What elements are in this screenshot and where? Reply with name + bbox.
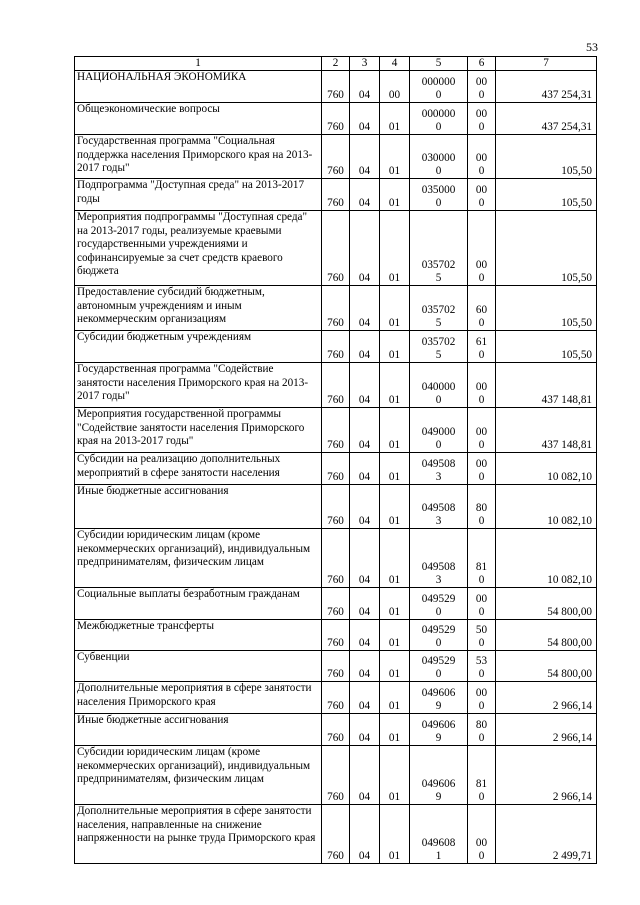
row-name: Мероприятия подпрограммы "Доступная среда" на 2013-2017 годы, реализуемые краевыми государственными учреждениями и софинансируемые за счет средств краевого бюджета bbox=[75, 211, 322, 286]
row-name: Социальные выплаты безработным гражданам bbox=[75, 588, 322, 620]
header-cell: 3 bbox=[350, 57, 380, 71]
row-grbs: 760 bbox=[322, 485, 350, 529]
row-amount: 2 966,14 bbox=[496, 714, 597, 746]
table-row bbox=[75, 588, 597, 620]
row-grbs: 760 bbox=[322, 135, 350, 179]
row-subsection: 01 bbox=[380, 179, 410, 211]
row-subsection: 00 bbox=[380, 71, 410, 103]
row-section: 04 bbox=[350, 529, 380, 588]
table-row bbox=[75, 714, 597, 746]
row-expense-type: 60 0 bbox=[468, 286, 496, 331]
row-grbs: 760 bbox=[322, 651, 350, 682]
row-target-code: 030000 0 bbox=[410, 135, 468, 179]
row-name: Субсидии на реализацию дополнительных мероприятий в сфере занятости населения bbox=[75, 453, 322, 485]
table-row bbox=[75, 453, 597, 485]
header-cell: 4 bbox=[380, 57, 410, 71]
row-section: 04 bbox=[350, 103, 380, 135]
table-row bbox=[75, 103, 597, 135]
row-subsection: 01 bbox=[380, 682, 410, 714]
row-section: 04 bbox=[350, 135, 380, 179]
row-amount: 437 148,81 bbox=[496, 408, 597, 453]
row-expense-type: 00 0 bbox=[468, 363, 496, 408]
row-subsection: 01 bbox=[380, 135, 410, 179]
row-grbs: 760 bbox=[322, 179, 350, 211]
budget-table bbox=[74, 56, 597, 864]
row-subsection: 01 bbox=[380, 714, 410, 746]
header-row bbox=[75, 57, 597, 71]
row-expense-type: 80 0 bbox=[468, 485, 496, 529]
row-name: Межбюджетные трансферты bbox=[75, 620, 322, 651]
row-grbs: 760 bbox=[322, 211, 350, 286]
table-row bbox=[75, 363, 597, 408]
row-expense-type: 00 0 bbox=[468, 135, 496, 179]
row-section: 04 bbox=[350, 620, 380, 651]
row-subsection: 01 bbox=[380, 286, 410, 331]
row-section: 04 bbox=[350, 179, 380, 211]
row-amount: 437 254,31 bbox=[496, 103, 597, 135]
row-name: Государственная программа "Содействие занятости населения Приморского края на 2013-2017 годы" bbox=[75, 363, 322, 408]
row-target-code: 035702 5 bbox=[410, 211, 468, 286]
row-expense-type: 80 0 bbox=[468, 714, 496, 746]
row-section: 04 bbox=[350, 746, 380, 805]
row-subsection: 01 bbox=[380, 363, 410, 408]
row-name: Дополнительные мероприятия в сфере занятости населения Приморского края bbox=[75, 682, 322, 714]
row-expense-type: 50 0 bbox=[468, 620, 496, 651]
page-number: 53 bbox=[586, 40, 598, 54]
row-amount: 54 800,00 bbox=[496, 588, 597, 620]
row-subsection: 01 bbox=[380, 103, 410, 135]
row-section: 04 bbox=[350, 71, 380, 103]
row-subsection: 01 bbox=[380, 805, 410, 864]
table-row bbox=[75, 179, 597, 211]
row-target-code: 035702 5 bbox=[410, 286, 468, 331]
row-section: 04 bbox=[350, 408, 380, 453]
table-row bbox=[75, 620, 597, 651]
row-section: 04 bbox=[350, 363, 380, 408]
row-name: НАЦИОНАЛЬНАЯ ЭКОНОМИКА bbox=[75, 71, 322, 103]
row-subsection: 01 bbox=[380, 746, 410, 805]
row-amount: 10 082,10 bbox=[496, 485, 597, 529]
row-amount: 2 966,14 bbox=[496, 746, 597, 805]
row-expense-type: 00 0 bbox=[468, 805, 496, 864]
row-amount: 105,50 bbox=[496, 135, 597, 179]
row-amount: 2 966,14 bbox=[496, 682, 597, 714]
row-amount: 105,50 bbox=[496, 179, 597, 211]
row-target-code: 040000 0 bbox=[410, 363, 468, 408]
row-section: 04 bbox=[350, 286, 380, 331]
row-expense-type: 00 0 bbox=[468, 211, 496, 286]
row-target-code: 049508 3 bbox=[410, 529, 468, 588]
row-amount: 2 499,71 bbox=[496, 805, 597, 864]
row-amount: 105,50 bbox=[496, 286, 597, 331]
row-section: 04 bbox=[350, 714, 380, 746]
row-amount: 10 082,10 bbox=[496, 529, 597, 588]
row-name: Общеэкономические вопросы bbox=[75, 103, 322, 135]
row-name: Мероприятия государственной программы "Содействие занятости населения Приморского края на 2013-2017 годы" bbox=[75, 408, 322, 453]
row-grbs: 760 bbox=[322, 714, 350, 746]
row-section: 04 bbox=[350, 588, 380, 620]
header-cell: 2 bbox=[322, 57, 350, 71]
row-amount: 54 800,00 bbox=[496, 620, 597, 651]
row-subsection: 01 bbox=[380, 485, 410, 529]
row-amount: 437 254,31 bbox=[496, 71, 597, 103]
row-target-code: 049529 0 bbox=[410, 651, 468, 682]
row-section: 04 bbox=[350, 805, 380, 864]
header-cell: 1 bbox=[75, 57, 322, 71]
row-grbs: 760 bbox=[322, 529, 350, 588]
row-target-code: 049606 9 bbox=[410, 714, 468, 746]
row-expense-type: 81 0 bbox=[468, 529, 496, 588]
row-subsection: 01 bbox=[380, 529, 410, 588]
table-row bbox=[75, 135, 597, 179]
row-amount: 10 082,10 bbox=[496, 453, 597, 485]
row-target-code: 049606 9 bbox=[410, 682, 468, 714]
row-target-code: 049508 3 bbox=[410, 485, 468, 529]
row-grbs: 760 bbox=[322, 331, 350, 363]
row-grbs: 760 bbox=[322, 746, 350, 805]
table-row bbox=[75, 682, 597, 714]
row-section: 04 bbox=[350, 453, 380, 485]
table-row bbox=[75, 485, 597, 529]
row-expense-type: 00 0 bbox=[468, 408, 496, 453]
row-grbs: 760 bbox=[322, 363, 350, 408]
row-expense-type: 00 0 bbox=[468, 71, 496, 103]
row-subsection: 01 bbox=[380, 211, 410, 286]
table-row bbox=[75, 805, 597, 864]
header-cell: 7 bbox=[496, 57, 597, 71]
row-target-code: 000000 0 bbox=[410, 103, 468, 135]
row-grbs: 760 bbox=[322, 453, 350, 485]
row-subsection: 01 bbox=[380, 651, 410, 682]
row-name: Предоставление субсидий бюджетным, автономным учреждениям и иным некоммерческим организациям bbox=[75, 286, 322, 331]
row-expense-type: 00 0 bbox=[468, 103, 496, 135]
row-target-code: 000000 0 bbox=[410, 71, 468, 103]
header-cell: 6 bbox=[468, 57, 496, 71]
row-target-code: 049608 1 bbox=[410, 805, 468, 864]
row-amount: 54 800,00 bbox=[496, 651, 597, 682]
row-name: Подпрограмма "Доступная среда" на 2013-2017 годы bbox=[75, 179, 322, 211]
row-expense-type: 00 0 bbox=[468, 179, 496, 211]
row-expense-type: 00 0 bbox=[468, 588, 496, 620]
row-grbs: 760 bbox=[322, 286, 350, 331]
table-row bbox=[75, 286, 597, 331]
table-row bbox=[75, 746, 597, 805]
row-name: Субсидии юридическим лицам (кроме некоммерческих организаций), индивидуальным предпринимателям, физическим лицам bbox=[75, 746, 322, 805]
row-name: Субсидии юридическим лицам (кроме некоммерческих организаций), индивидуальным предпринимателям, физическим лицам bbox=[75, 529, 322, 588]
row-expense-type: 00 0 bbox=[468, 453, 496, 485]
row-grbs: 760 bbox=[322, 588, 350, 620]
row-name: Иные бюджетные ассигнования bbox=[75, 714, 322, 746]
row-expense-type: 00 0 bbox=[468, 682, 496, 714]
table-row bbox=[75, 651, 597, 682]
row-name: Государственная программа "Социальная поддержка населения Приморского края на 2013-2017 годы" bbox=[75, 135, 322, 179]
row-grbs: 760 bbox=[322, 71, 350, 103]
table-row bbox=[75, 408, 597, 453]
row-subsection: 01 bbox=[380, 453, 410, 485]
row-grbs: 760 bbox=[322, 103, 350, 135]
row-subsection: 01 bbox=[380, 588, 410, 620]
row-subsection: 01 bbox=[380, 620, 410, 651]
row-section: 04 bbox=[350, 331, 380, 363]
row-expense-type: 53 0 bbox=[468, 651, 496, 682]
table-row bbox=[75, 331, 597, 363]
row-subsection: 01 bbox=[380, 331, 410, 363]
row-section: 04 bbox=[350, 651, 380, 682]
row-subsection: 01 bbox=[380, 408, 410, 453]
row-grbs: 760 bbox=[322, 682, 350, 714]
row-name: Субвенции bbox=[75, 651, 322, 682]
row-name: Иные бюджетные ассигнования bbox=[75, 485, 322, 529]
row-grbs: 760 bbox=[322, 620, 350, 651]
row-grbs: 760 bbox=[322, 408, 350, 453]
header-cell: 5 bbox=[410, 57, 468, 71]
table-row bbox=[75, 71, 597, 103]
row-expense-type: 61 0 bbox=[468, 331, 496, 363]
row-name: Дополнительные мероприятия в сфере занятости населения, направленные на снижение напряженности на рынке труда Приморского края bbox=[75, 805, 322, 864]
row-target-code: 035000 0 bbox=[410, 179, 468, 211]
row-section: 04 bbox=[350, 485, 380, 529]
row-target-code: 049529 0 bbox=[410, 588, 468, 620]
table-row bbox=[75, 529, 597, 588]
row-amount: 105,50 bbox=[496, 211, 597, 286]
row-section: 04 bbox=[350, 682, 380, 714]
row-expense-type: 81 0 bbox=[468, 746, 496, 805]
row-target-code: 049000 0 bbox=[410, 408, 468, 453]
row-target-code: 049606 9 bbox=[410, 746, 468, 805]
row-target-code: 035702 5 bbox=[410, 331, 468, 363]
row-name: Субсидии бюджетным учреждениям bbox=[75, 331, 322, 363]
table-row bbox=[75, 211, 597, 286]
row-section: 04 bbox=[350, 211, 380, 286]
row-amount: 437 148,81 bbox=[496, 363, 597, 408]
row-grbs: 760 bbox=[322, 805, 350, 864]
row-amount: 105,50 bbox=[496, 331, 597, 363]
row-target-code: 049508 3 bbox=[410, 453, 468, 485]
row-target-code: 049529 0 bbox=[410, 620, 468, 651]
